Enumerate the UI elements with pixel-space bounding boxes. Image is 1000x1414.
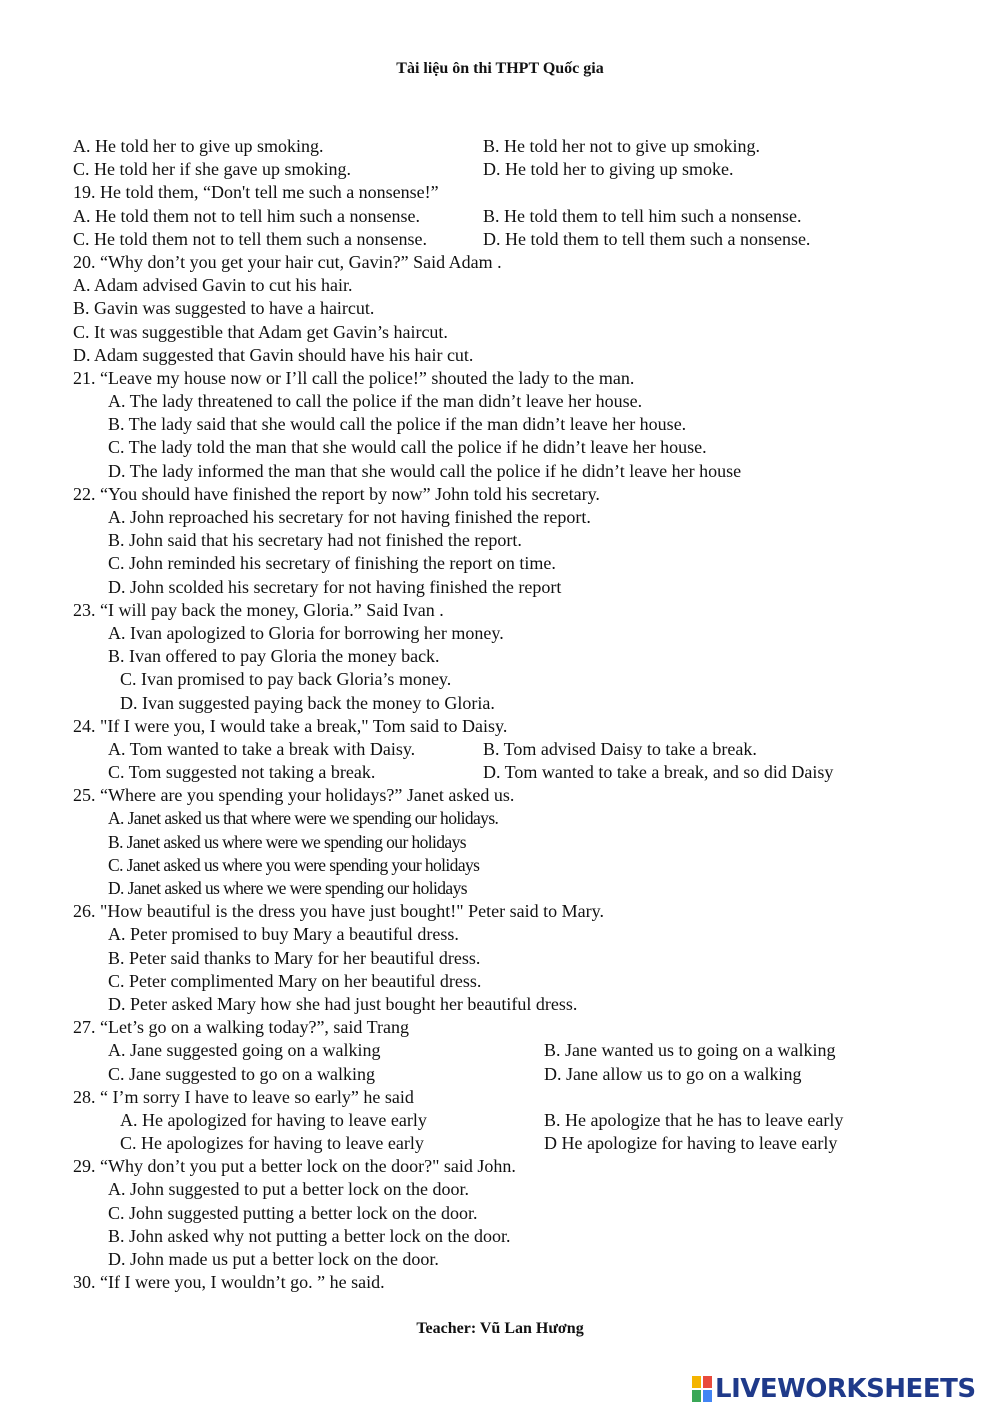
q29-option-c: C. John suggested putting a better lock on the door.	[108, 1202, 478, 1223]
q23-option-b: B. Ivan offered to pay Gloria the money back.	[108, 646, 440, 667]
q18-option-d: D. He told her to giving up smoke.	[483, 159, 734, 180]
liveworksheets-icon	[692, 1376, 712, 1402]
option-row	[73, 738, 973, 761]
q26-option-b: B. Peter said thanks to Mary for her beautiful dress.	[108, 947, 481, 968]
q21-option-a: A. The lady threatened to call the police if the man didn’t leave her house.	[108, 391, 643, 412]
q27-option-d: D. Jane allow us to go on a walking	[544, 1063, 802, 1084]
q29-option-b: B. John asked why not putting a better lock on the door.	[108, 1225, 511, 1246]
q28-option-b: B. He apologize that he has to leave early	[544, 1109, 844, 1130]
q25-stem: 25. “Where are you spending your holidays?” Janet asked us.	[73, 785, 515, 806]
q19-option-c: C. He told them not to tell them such a nonsense.	[73, 228, 427, 249]
q24-option-b: B. Tom advised Daisy to take a break.	[483, 738, 757, 759]
option-row	[73, 761, 973, 784]
q21-stem: 21. “Leave my house now or I’ll call the police!” shouted the lady to the man.	[73, 367, 635, 388]
q21-option-d: D. The lady informed the man that she would call the police if he didn’t leave her house	[108, 460, 742, 481]
q22-option-b: B. John said that his secretary had not finished the report.	[108, 530, 522, 551]
q28-stem: 28. “ I’m sorry I have to leave so early” he said	[73, 1086, 414, 1107]
q18-option-b: B. He told her not to give up smoking.	[483, 136, 760, 156]
q20-option-c: C. It was suggestible that Adam get Gavin’s haircut.	[73, 321, 448, 342]
q28-option-c: C. He apologizes for having to leave early	[120, 1133, 424, 1154]
q24-stem: 24. "If I were you, I would take a break," Tom said to Daisy.	[73, 715, 508, 736]
page-header: Tài liệu ôn thi THPT Quốc gia	[396, 60, 604, 77]
q21-option-c: C. The lady told the man that she would call the police if he didn’t leave her house.	[108, 437, 707, 458]
q22-option-d: D. John scolded his secretary for not having finished the report	[108, 576, 562, 597]
q28-option-d: D He apologize for having to leave early	[544, 1133, 838, 1154]
q29-stem: 29. “Why don’t you put a better lock on the door?" said John.	[73, 1156, 516, 1177]
q27-option-b: B. Jane wanted us to going on a walking	[544, 1040, 836, 1061]
q20-stem: 20. “Why don’t you get your hair cut, Gavin?” Said Adam .	[73, 251, 502, 272]
q20-option-d: D. Adam suggested that Gavin should have his hair cut.	[73, 344, 474, 365]
q23-option-d: D. Ivan suggested paying back the money to Gloria.	[120, 692, 495, 713]
q22-option-a: A. John reproached his secretary for not having finished the report.	[108, 507, 591, 527]
q25-option-b: B. Janet asked us where were we spending our holidays	[108, 831, 466, 852]
q27-option-c: C. Jane suggested to go on a walking	[108, 1063, 375, 1084]
q24-option-c: C. Tom suggested not taking a break.	[108, 762, 376, 783]
q27-stem: 27. “Let’s go on a walking today?”, said Trang	[73, 1017, 409, 1038]
option-row	[73, 205, 973, 228]
option-row	[73, 1109, 973, 1132]
q20-option-a: A. Adam advised Gavin to cut his hair.	[73, 275, 353, 296]
q27-option-a: A. Jane suggested going on a walking	[108, 1040, 381, 1061]
q20-option-b: B. Gavin was suggested to have a haircut.	[73, 298, 375, 319]
liveworksheets-wordmark: LIVEWORKSHEETS	[715, 1374, 976, 1404]
q26-stem: 26. "How beautiful is the dress you have just bought!" Peter said to Mary.	[73, 901, 604, 922]
q29-option-d: D. John made us put a better lock on the door.	[108, 1249, 439, 1269]
q19-option-a: A. He told them not to tell him such a nonsense.	[73, 205, 420, 226]
q23-option-c: C. Ivan promised to pay back Gloria’s money.	[120, 669, 452, 690]
q21-option-b: B. The lady said that she would call the police if the man didn’t leave her house.	[108, 414, 687, 435]
q26-option-c: C. Peter complimented Mary on her beautiful dress.	[108, 970, 482, 991]
q24-option-d: D. Tom wanted to take a break, and so did Daisy	[483, 762, 834, 783]
q23-stem: 23. “I will pay back the money, Gloria.” Said Ivan .	[73, 599, 444, 620]
q25-option-c: C. Janet asked us where you were spending your holidays	[108, 854, 480, 875]
q25-option-d: D. Janet asked us where we were spending our holidays	[108, 878, 467, 898]
q24-option-a: A. Tom wanted to take a break with Daisy.	[108, 738, 416, 759]
q30-stem: 30. “If I were you, I wouldn’t go. ” he said.	[73, 1272, 385, 1293]
option-row	[73, 158, 973, 181]
q23-option-a: A. Ivan apologized to Gloria for borrowing her money.	[108, 622, 504, 643]
q18-option-c: C. He told her if she gave up smoking.	[73, 159, 351, 180]
page-footer: Teacher: Vũ Lan Hương	[416, 1320, 584, 1337]
option-row	[73, 135, 973, 158]
q19-option-b: B. He told them to tell him such a nonsense.	[483, 205, 802, 226]
option-row	[73, 228, 973, 251]
q19-option-d: D. He told them to tell them such a nonsense.	[483, 228, 811, 249]
option-row	[73, 1039, 973, 1062]
liveworksheets-logo	[692, 1374, 976, 1404]
q22-stem: 22. “You should have finished the report by now” John told his secretary.	[73, 483, 600, 504]
worksheet-content	[73, 135, 973, 1294]
q29-option-a: A. John suggested to put a better lock on the door.	[108, 1179, 469, 1200]
q18-option-a: A. He told her to give up smoking.	[73, 136, 324, 156]
q28-option-a: A. He apologized for having to leave early	[120, 1109, 427, 1130]
q22-option-c: C. John reminded his secretary of finishing the report on time.	[108, 553, 556, 574]
q26-option-d: D. Peter asked Mary how she had just bought her beautiful dress.	[108, 993, 578, 1014]
option-row	[73, 1132, 973, 1155]
option-row	[73, 1063, 973, 1086]
q19-stem: 19. He told them, “Don't tell me such a nonsense!”	[73, 182, 439, 203]
q25-option-a: A. Janet asked us that where were we spending our holidays.	[108, 808, 499, 829]
q26-option-a: A. Peter promised to buy Mary a beautiful dress.	[108, 924, 459, 945]
